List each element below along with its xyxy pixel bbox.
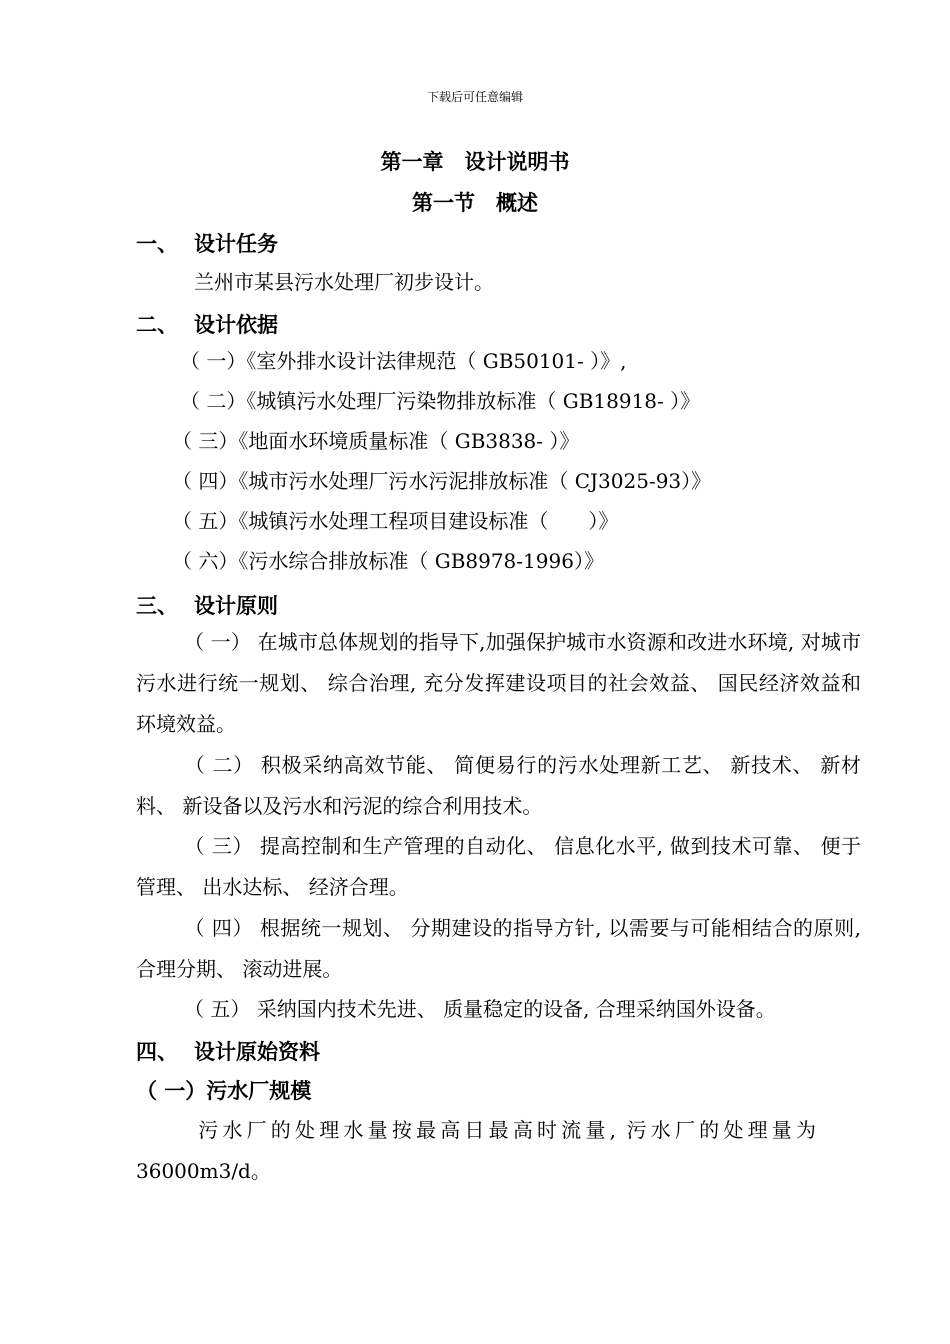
principle-text: （ 四） 根据统一规划、 分期建设的指导方针, 以需要与可能相结合的原则, 合理分期、 滚动进展。 (136, 916, 861, 981)
section-number: 一、 (136, 232, 178, 256)
chapter-title: 第一章 设计说明书 (380, 150, 570, 174)
basis-item: （ 一）《室外排水设计法律规范（ GB50101- ）》, (180, 349, 627, 373)
principle-paragraph (136, 908, 861, 990)
principle-text: （ 二） 积极采纳高效节能、 简便易行的污水处理新工艺、 新技术、 新材料、 新设备以及污水和污泥的综合利用技术。 (136, 753, 861, 818)
section-heading: 设计依据 (194, 313, 278, 337)
section-number: 三、 (136, 594, 178, 618)
section-heading: 设计原始资料 (194, 1040, 320, 1064)
section-heading: 设计任务 (194, 232, 278, 256)
principle-paragraph (136, 989, 876, 1030)
basis-item: （ 三）《地面水环境质量标准（ GB3838- ）》 (172, 429, 580, 453)
basis-item: （ 五）《城镇污水处理工程项目建设标准（ ）》 (172, 509, 619, 533)
principle-text: （ 三） 提高控制和生产管理的自动化、 信息化水平, 做到技术可靠、 便于管理、 出水达标、 经济合理。 (136, 834, 861, 899)
basis-item: （ 四）《城市污水处理厂污水污泥排放标准（ CJ3025-93）》 (172, 469, 712, 493)
principle-text: （ 五） 采纳国内技术先进、 质量稳定的设备, 合理采纳国外设备。 (184, 997, 776, 1021)
principle-paragraph (136, 826, 861, 908)
task-text: 兰州市某县污水处理厂初步设计。 (194, 270, 494, 294)
principle-paragraph (136, 622, 861, 745)
scale-paragraph (136, 1110, 816, 1192)
section-number: 二、 (136, 313, 178, 337)
basis-item: （ 六）《污水综合排放标准（ GB8978-1996）》 (172, 549, 604, 573)
basis-item: （ 二）《城镇污水处理厂污染物排放标准（ GB18918- ）》 (180, 389, 701, 413)
section-title: 第一节 概述 (412, 191, 538, 215)
section-heading: 设计原则 (194, 594, 278, 618)
principle-text: （ 一） 在城市总体规划的指导下,加强保护城市水资源和改进水环境, 对城市污水进行统一规划、 综合治理, 充分发挥建设项目的社会效益、 国民经济效益和环境效益。 (136, 630, 861, 736)
principle-paragraph (136, 745, 861, 827)
section-number: 四、 (136, 1040, 178, 1064)
page-header: 下载后可任意编辑 (426, 90, 523, 104)
scale-text: 污水厂的处理水量按最高日最高时流量, 污水厂的处理量为36000m3/d。 (136, 1118, 816, 1183)
subsection-heading: （ 一）污水厂规模 (136, 1079, 312, 1103)
